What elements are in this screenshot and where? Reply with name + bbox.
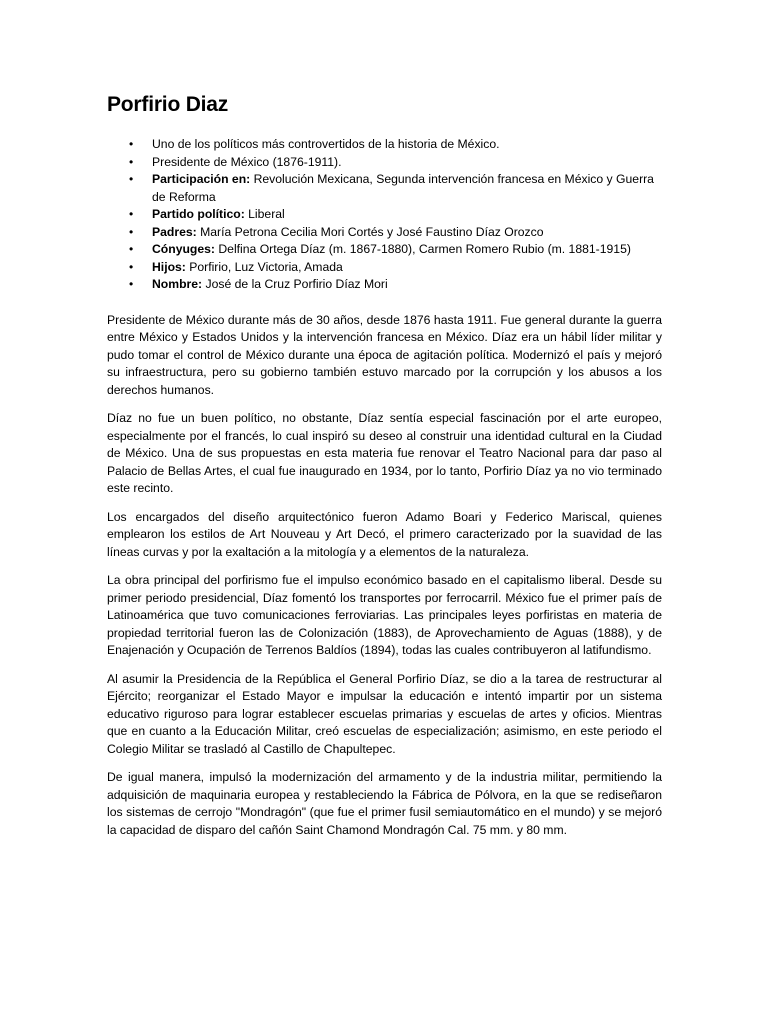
fact-value: José de la Cruz Porfirio Díaz Mori xyxy=(202,277,388,291)
fact-value: Uno de los políticos más controvertidos de la historia de México. xyxy=(152,137,500,151)
fact-item-3 xyxy=(152,171,662,206)
fact-item-5 xyxy=(152,224,662,242)
paragraph-6: De igual manera, impulsó la modernización del armamento y de la industria militar, permitiendo la adquisición de maquinaria europea y restableciendo la Fábrica de Pólvora, en la que se rediseñaron los sistemas de cerrojo "Mondragón" (que fue el primer fusil semiautomático en el mundo) y se mejoró la capacidad de disparo del cañón Saint Chamond Mondragón Cal. 75 mm. y 80 mm. xyxy=(107,770,662,837)
fact-item-4 xyxy=(152,206,662,224)
fact-value: Porfirio, Luz Victoria, Amada xyxy=(185,259,343,274)
fact-value: Delfina Ortega Díaz (m. 1867-1880), Carmen Romero Rubio (m. 1881-1915) xyxy=(214,242,631,256)
fact-value: María Petrona Cecilia Mori Cortés y José Faustino Díaz Orozco xyxy=(196,224,544,239)
fact-label: Participación en: xyxy=(152,172,251,186)
paragraph-4: La obra principal del porfirismo fue el impulso económico basado en el capitalismo liberal. Desde su primer periodo presidencial, Díaz fomentó los transportes por ferrocarril. México fue el primer país de Latinoamérica que tuvo comunicaciones ferroviarias. Las principales leyes porfiristas en materia de propiedad territorial fueron las de Colonización (1883), de Aprovechamiento de Aguas (1888), y de Enajenación y Ocupación de Terrenos Baldíos (1894), todas las cuales contribuyeron al latifundismo. xyxy=(107,573,662,657)
fact-value: Presidente de México (1876-1911). xyxy=(152,154,342,169)
paragraph-3: Los encargados del diseño arquitectónico fueron Adamo Boari y Federico Mariscal, quienes emplearon los estilos de Art Nouveau y Art Decó, el primero caracterizado por la suavidad de las líneas curvas y por la exaltación a la mitología y a elementos de la naturaleza. xyxy=(107,509,662,559)
fact-item-7 xyxy=(152,259,662,277)
fact-label: Nombre: xyxy=(152,277,203,291)
document-title: Porfirio Diaz xyxy=(107,93,229,116)
paragraph-5: Al asumir la Presidencia de la República el General Porfirio Díaz, se dio a la tarea de restructurar al Ejército; reorganizar el Estado Mayor e impulsar la educación e intentó impartir por un sistema educativo riguroso para lograr establecer escuelas primarias y escuelas de artes y oficios. Mientras que en cuanto a la Educación Militar, creó escuelas de especialización; asimismo, en este periodo el Colegio Militar se trasladó al Castillo de Chapultepec. xyxy=(107,671,662,756)
fact-label: Hijos: xyxy=(152,259,186,274)
fact-item-8 xyxy=(152,276,662,294)
paragraph-1: Presidente de México durante más de 30 años, desde 1876 hasta 1911. Fue general durante la guerra entre México y Estados Unidos y la intervención francesa en México. Díaz era un hábil líder militar y pudo tomar el control de México durante una época de agitación política. Modernizó el país y mejoró su infraestructura, pero su gobierno también estuvo marcado por la corrupción y los abusos a los derechos humanos. xyxy=(107,312,662,397)
fact-item-6 xyxy=(152,241,662,259)
paragraph-2: Díaz no fue un buen político, no obstante, Díaz sentía especial fascinación por el arte europeo, especialmente por el francés, lo cual inspiró su deseo al construir una identidad cultural en la Ciudad de México. Una de sus propuestas en esta materia fue renovar el Teatro Nacional para dar paso al Palacio de Bellas Artes, el cual fue inaugurado en 1934, por lo tanto, Porfirio Díaz ya no vio terminado este recinto. xyxy=(107,411,662,495)
fact-item-1 xyxy=(152,136,662,154)
fact-label: Padres: xyxy=(152,224,197,239)
fact-label: Cónyuges: xyxy=(152,242,215,256)
fact-value: Liberal xyxy=(244,207,285,221)
fact-label: Partido político: xyxy=(152,207,245,221)
fact-value: Revolución Mexicana, Segunda intervención francesa en México y Guerra de Reforma xyxy=(152,172,654,204)
fact-item-2 xyxy=(152,154,662,172)
facts-list xyxy=(107,136,662,294)
